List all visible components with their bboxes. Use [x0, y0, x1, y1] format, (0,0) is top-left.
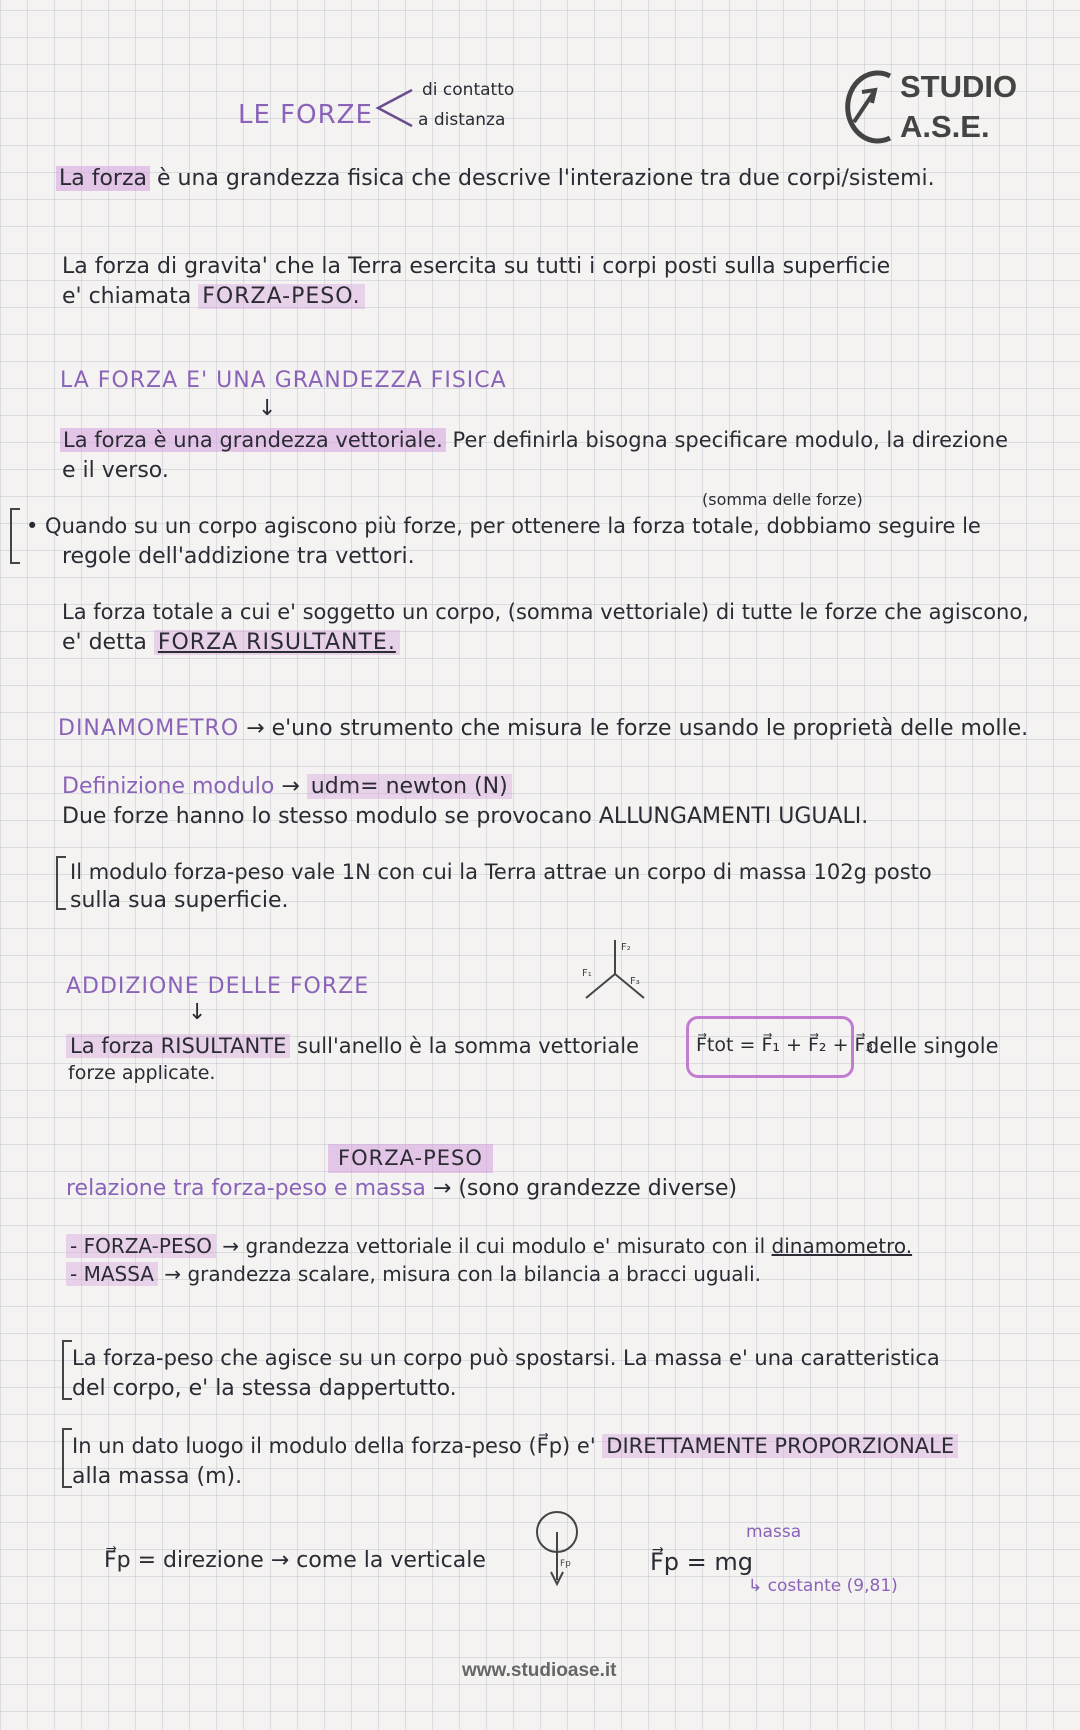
relation-note: (sono grandezze diverse)	[458, 1176, 738, 1201]
resultant-line-1: La forza totale a cui e' soggetto un corpo, (somma vettoriale) di tutte le forze che agiscono,	[62, 600, 1029, 624]
vector-line-1	[60, 428, 1008, 453]
resultant-term: FORZA RISULTANTE.	[154, 630, 400, 655]
arrow-icon: →	[222, 1234, 240, 1258]
title-branch-contact: di contatto	[422, 80, 515, 100]
vector-section-heading: LA FORZA E' UNA GRANDEZZA FISICA	[60, 368, 507, 393]
applied-forces-line: forze applicate.	[68, 1062, 216, 1084]
resultant-sum-end: delle singole	[866, 1034, 999, 1058]
definition-modulo-label: Definizione modulo	[62, 774, 275, 799]
unit-of-measure: udm= newton (N)	[307, 774, 512, 799]
weight-item-text: grandezza vettoriale il cui modulo e' misurato con il	[245, 1234, 766, 1258]
resultant-sum-line	[66, 1034, 639, 1059]
definition-term: La forza	[56, 166, 150, 191]
direction-line: F⃗p = direzione → come la verticale	[104, 1548, 486, 1573]
resultant-text: e' detta	[62, 630, 147, 655]
relation-line	[66, 1176, 737, 1202]
proportional-line-2: alla massa (m).	[72, 1464, 243, 1489]
arrow-icon: →	[246, 716, 265, 741]
bullet-bracket	[10, 508, 20, 564]
note-bracket	[62, 1340, 72, 1400]
proportional-text: In un dato luogo il modulo della forza-peso (F⃗p) e'	[72, 1434, 596, 1458]
footer-url[interactable]: www.studioase.it	[462, 1660, 617, 1681]
proportional-term: DIRETTAMENTE PROPORZIONALE	[602, 1434, 958, 1458]
bullet-line-1: • Quando su un corpo agiscono più forze, per ottenere la forza totale, dobbiamo seguire le	[26, 514, 981, 538]
down-arrow-icon: ↓	[258, 396, 277, 421]
vector-highlight: La forza è una grandezza vettoriale.	[60, 428, 446, 452]
arrow-icon: →	[281, 774, 300, 799]
page-title: LE FORZE	[238, 100, 373, 130]
gravity-text: e' chiamata	[62, 284, 192, 309]
resultant-sum-term: La forza RISULTANTE	[66, 1034, 290, 1058]
weight-item-term: - FORZA-PESO	[66, 1234, 216, 1258]
arrow-icon: ↳	[748, 1576, 768, 1596]
dynamometer-text: e'uno strumento che misura le forze usando le proprietà delle molle.	[271, 716, 1029, 741]
logo-line-1: STUDIO	[900, 69, 1018, 104]
resultant-line-2	[62, 630, 400, 656]
sum-formula: F⃗tot = F⃗₁ + F⃗₂ + F⃗₃	[696, 1034, 874, 1056]
proportional-line-1	[72, 1434, 958, 1459]
fp-label: Fp	[560, 1559, 571, 1569]
weight-heading: FORZA-PESO	[328, 1144, 493, 1173]
vector-line-2: e il verso.	[62, 458, 169, 483]
dynamometer-line	[58, 716, 1028, 742]
down-arrow-icon: ↓	[188, 1000, 207, 1025]
mass-label: massa	[746, 1522, 802, 1542]
force-label-f2: F₂	[621, 942, 631, 953]
resultant-sum-text: sull'anello è la somma vettoriale	[297, 1034, 640, 1058]
arrow-icon: →	[432, 1176, 452, 1201]
mass-item	[66, 1262, 761, 1286]
definition-modulo-line	[62, 774, 512, 800]
force-label-f3: F₃	[630, 976, 640, 987]
weight-note-line-1: Il modulo forza-peso vale 1N con cui la Terra attrae un corpo di massa 102g posto	[70, 860, 932, 884]
mass-item-term: - MASSA	[66, 1262, 158, 1286]
arrow-icon: →	[164, 1262, 182, 1286]
branch-bracket-icon	[372, 86, 416, 130]
dynamometer-term: DINAMOMETRO	[58, 716, 240, 741]
vector-rest: Per definirla bisogna specificare modulo, la direzione	[452, 428, 1008, 452]
mass-note-line-2: del corpo, e' la stessa dappertutto.	[72, 1376, 457, 1401]
weight-vector-diagram	[532, 1508, 582, 1592]
equal-modulus-line: Due forze hanno lo stesso modulo se provocano ALLUNGAMENTI UGUALI.	[62, 804, 869, 829]
mass-note-line-1: La forza-peso che agisce su un corpo può spostarsi. La massa e' una caratteristica	[72, 1346, 940, 1370]
mass-item-text: grandezza scalare, misura con la bilancia a bracci uguali.	[187, 1262, 761, 1286]
definition-text: è una grandezza fisica che descrive l'interazione tra due corpi/sistemi.	[157, 166, 935, 191]
force-label-f1: F₁	[582, 968, 592, 979]
definition-line	[56, 166, 935, 192]
weight-formula: F⃗p = mg	[650, 1548, 754, 1576]
gravity-line-2	[62, 284, 365, 310]
bullet-line-2: regole dell'addizione tra vettori.	[62, 544, 415, 569]
note-bracket	[62, 1428, 72, 1488]
gravity-line-1: La forza di gravita' che la Terra esercita su tutti i corpi posti sulla superficie	[62, 254, 891, 279]
constant-text: costante (9,81)	[767, 1576, 898, 1596]
logo-line-2: A.S.E.	[900, 109, 990, 144]
weight-item	[66, 1234, 912, 1258]
dynamometer-word: dinamometro.	[771, 1234, 913, 1258]
gravity-term: FORZA-PESO.	[198, 284, 364, 309]
force-vectors-diagram	[580, 934, 650, 1004]
note-bracket	[56, 856, 66, 910]
weight-note-line-2: sulla sua superficie.	[70, 888, 289, 913]
relation-label: relazione tra forza-peso e massa	[66, 1176, 426, 1201]
title-branch-distance: a distanza	[418, 110, 506, 130]
sum-annotation: (somma delle forze)	[702, 490, 863, 509]
studio-ase-logo-icon	[832, 62, 902, 152]
addition-heading: ADDIZIONE DELLE FORZE	[66, 974, 370, 999]
constant-label	[748, 1576, 898, 1596]
